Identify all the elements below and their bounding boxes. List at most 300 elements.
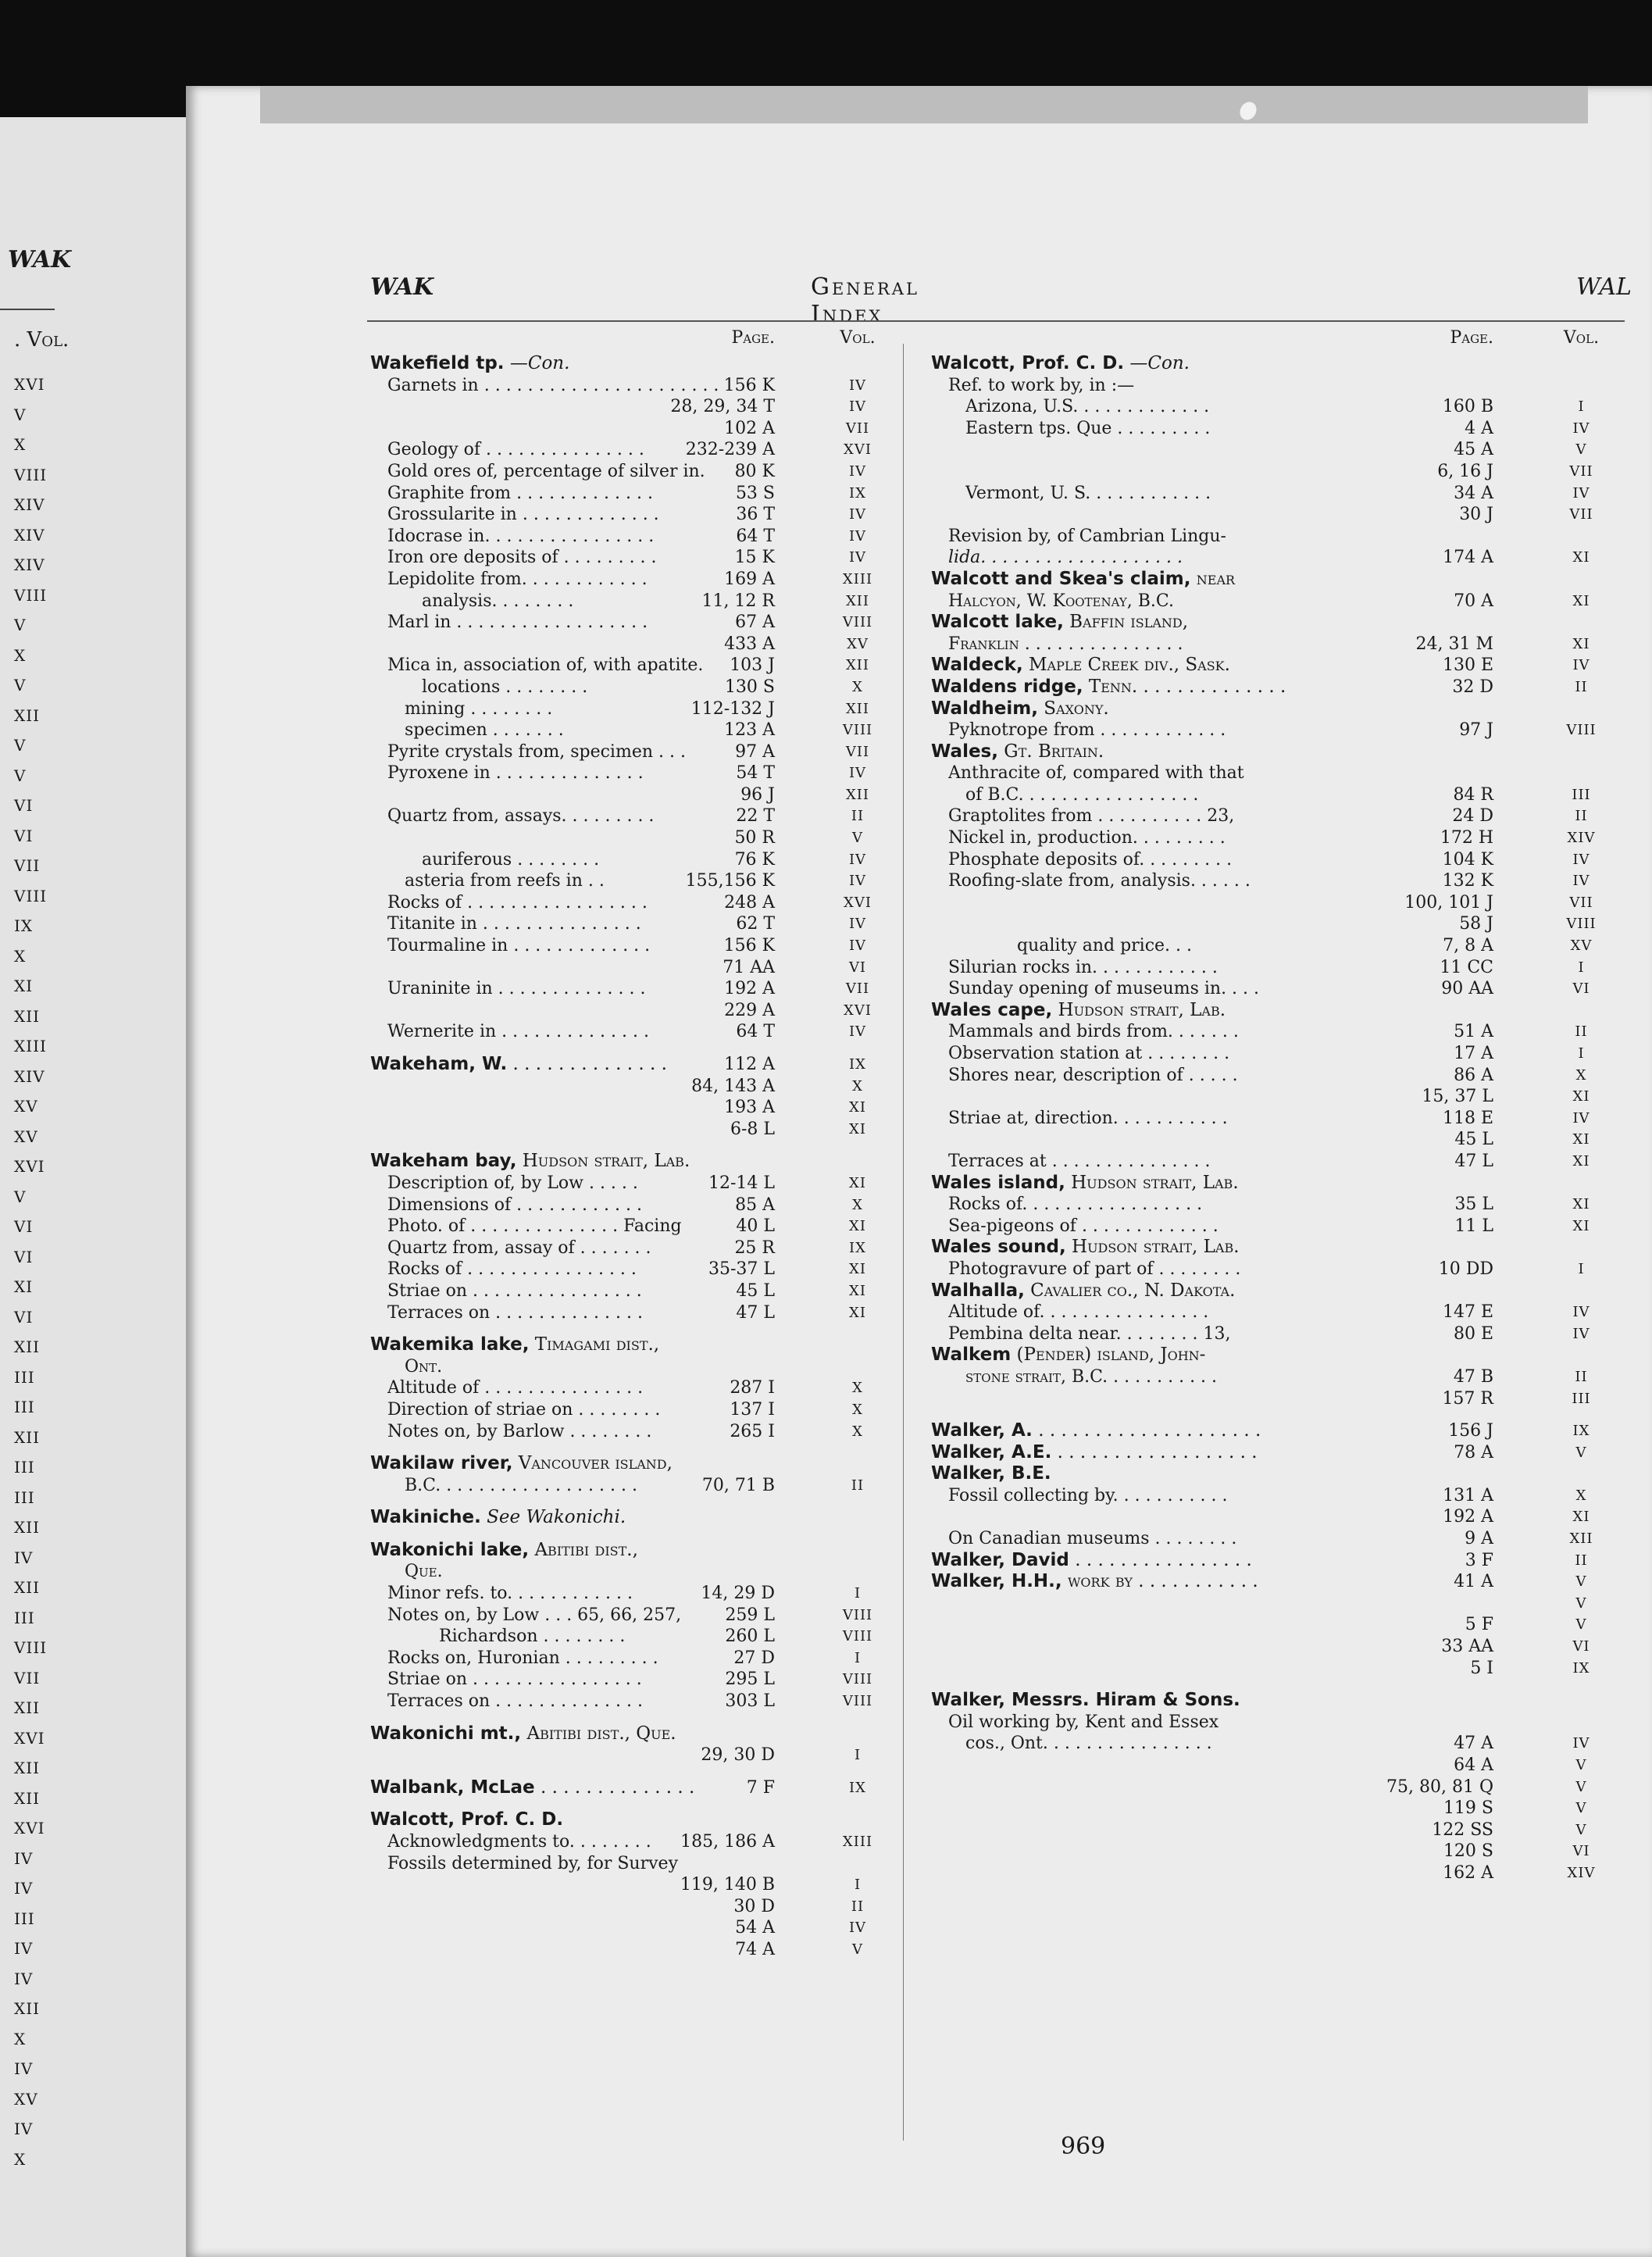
- index-subentry-row: [931, 892, 1622, 914]
- left-page-vol: XII: [14, 1999, 41, 2018]
- entry-heading-term: Wakemika lake,: [370, 1334, 530, 1355]
- index-subentry-row: [370, 634, 892, 655]
- entry-volume: IV: [848, 398, 867, 416]
- entry-page-ref: 54 T: [736, 763, 775, 784]
- entry-text: Ont.: [405, 1356, 443, 1377]
- entry-page-ref: 287 I: [730, 1378, 775, 1398]
- left-page-vol: III: [14, 1458, 35, 1477]
- entry-heading-term: Walkem: [931, 1345, 1012, 1366]
- entry-volume: V: [1575, 1800, 1587, 1817]
- entry-heading-qualifier: . . . . . . . . . . . . . .: [534, 1777, 695, 1798]
- entry-volume: V: [1575, 1757, 1587, 1773]
- index-subentry-row: [370, 1626, 892, 1648]
- entry-text: Grossularite in . . . . . . . . . . . . .: [387, 505, 659, 525]
- entry-volume: XII: [845, 786, 870, 803]
- entry-volume: IV: [1572, 1735, 1590, 1752]
- entry-page-ref: 45 L: [1454, 1130, 1493, 1150]
- index-subentry-row: [370, 805, 892, 827]
- index-subentry-row: [931, 1755, 1622, 1777]
- entry-heading-term: Wakefield tp.: [370, 353, 505, 373]
- left-page-vol: VI: [14, 796, 34, 815]
- entry-text: cos., Ont. . . . . . . . . . . . . . . .: [965, 1734, 1212, 1754]
- index-page: [186, 86, 1652, 2257]
- entry-text: On Canadian museums . . . . . . . .: [948, 1529, 1237, 1549]
- entry-volume: IV: [848, 462, 867, 480]
- entry-volume: V: [1575, 441, 1587, 459]
- index-heading-row: [370, 1809, 892, 1831]
- entry-page-ref: 193 A: [724, 1098, 775, 1118]
- entry-volume: IV: [1572, 657, 1590, 674]
- entry-volume: XV: [1570, 937, 1593, 955]
- entry-volume: X: [1575, 1487, 1587, 1504]
- entry-page-ref: 100, 101 J: [1404, 892, 1493, 912]
- entry-heading: [931, 569, 1532, 591]
- entry-text: Eastern tps. Que . . . . . . . . .: [965, 418, 1211, 438]
- entry-text: Acknowledgments to. . . . . . . .: [387, 1832, 651, 1852]
- entry-volume: V: [852, 830, 863, 847]
- left-page-vol: X: [14, 435, 27, 454]
- index-subentry-row: [931, 1151, 1622, 1173]
- entry-heading-term: Walker, A.: [931, 1420, 1033, 1441]
- entry-page-ref: 102 A: [724, 418, 775, 438]
- entry-heading-term: Walcott and Skea's claim,: [931, 568, 1191, 589]
- entry-page-ref: 118 E: [1442, 1108, 1493, 1128]
- entry-volume: IV: [848, 377, 867, 394]
- left-page-vol: V: [14, 405, 27, 424]
- index-subentry-row: [931, 375, 1622, 397]
- entry-volume: III: [1572, 786, 1591, 803]
- entry-page-ref: 248 A: [724, 892, 775, 912]
- entry-text: Rocks of . . . . . . . . . . . . . . . . .: [387, 892, 648, 912]
- left-page-vol: XIV: [14, 555, 45, 574]
- entry-volume: VIII: [842, 1693, 873, 1710]
- entry-page-ref: 76 K: [734, 849, 775, 870]
- left-page-vol: IV: [14, 1939, 34, 1958]
- left-page-vol: X: [14, 2149, 27, 2169]
- entry-volume: VIII: [1566, 916, 1597, 933]
- index-heading-row: [370, 1507, 892, 1529]
- entry-text: Ref. to work by, in :—: [948, 375, 1135, 395]
- entry-page-ref: 11 L: [1454, 1216, 1493, 1236]
- entry-volume: V: [1575, 1778, 1587, 1795]
- entry-text: auriferous . . . . . . . .: [422, 849, 600, 870]
- index-subentry-row: [370, 569, 892, 591]
- entry-page-ref: 97 A: [735, 741, 775, 762]
- entry-volume: IX: [1572, 1659, 1590, 1677]
- entry-volume: XVI: [844, 1002, 872, 1019]
- entry-page-ref: 84, 143 A: [691, 1076, 775, 1096]
- index-subentry-row: [931, 1485, 1622, 1507]
- entry-page-ref: 157 R: [1442, 1388, 1493, 1409]
- entry-page-ref: 7, 8 A: [1443, 936, 1493, 956]
- entry-page-ref: 51 A: [1454, 1022, 1493, 1042]
- entry-volume: II: [1575, 1023, 1588, 1041]
- index-subentry-row: [370, 913, 892, 935]
- entry-page-ref: 162 A: [1443, 1862, 1493, 1883]
- entry-volume: XV: [847, 635, 869, 652]
- index-subentry-row: [931, 1302, 1622, 1323]
- page-column-label: Page.: [1450, 328, 1493, 348]
- left-page-vol: VI: [14, 826, 34, 845]
- entry-page-ref: 64 A: [1454, 1755, 1493, 1775]
- entry-page-ref: 112 A: [724, 1055, 775, 1074]
- entry-page-ref: 47 B: [1453, 1366, 1493, 1387]
- index-heading-row: [370, 1540, 892, 1562]
- index-heading-row: [931, 1173, 1622, 1195]
- entry-heading: [931, 1345, 1532, 1366]
- index-subentry-row: [931, 720, 1622, 741]
- entry-page-ref: 70 A: [1454, 591, 1493, 611]
- header-left-guide: WAK: [370, 273, 434, 301]
- entry-text: Wernerite in . . . . . . . . . . . . . .: [387, 1022, 649, 1042]
- left-page-vol: IV: [14, 1969, 34, 1988]
- entry-text: Fossils determined by, for Survey: [387, 1853, 678, 1873]
- left-page-vol-label: . Vol.: [14, 328, 70, 352]
- entry-volume: XI: [849, 1174, 866, 1191]
- index-subentry-row: [370, 1669, 892, 1691]
- entry-page-ref: 433 A: [724, 634, 775, 654]
- index-subentry-row: [370, 1377, 892, 1399]
- index-heading-row: [931, 1463, 1622, 1485]
- entry-volume: II: [1575, 678, 1588, 695]
- entry-volume: IV: [1572, 851, 1590, 868]
- index-subentry-row: [931, 1733, 1622, 1755]
- entry-heading-term: Wales,: [931, 741, 998, 762]
- entry-page-ref: 84 R: [1453, 784, 1493, 805]
- entry-page-ref: 17 A: [1454, 1044, 1493, 1063]
- entry-volume: IV: [1572, 873, 1590, 890]
- index-heading-row: [370, 1054, 892, 1076]
- entry-volume: IV: [848, 549, 867, 566]
- entry-volume: IV: [848, 1023, 867, 1041]
- entry-text: Sea-pigeons of . . . . . . . . . . . . .: [948, 1216, 1218, 1236]
- entry-volume: IV: [1572, 1304, 1590, 1321]
- entry-heading-qualifier: Hudson strait, Lab.: [1052, 999, 1226, 1020]
- index-subentry-row: [931, 978, 1622, 1000]
- entry-heading-term: Walker, Messrs. Hiram & Sons.: [931, 1690, 1240, 1711]
- entry-heading-qualifier: . . . . . . . . . . . . . . . . . . . .: [1032, 1420, 1261, 1441]
- entry-page-ref: 185, 186 A: [680, 1832, 775, 1852]
- index-subentry-row: [931, 1259, 1622, 1280]
- entry-text: Uraninite in . . . . . . . . . . . . . .: [387, 979, 646, 999]
- entry-text: Notes on, by Low . . . 65, 66, 257,: [387, 1605, 682, 1625]
- index-subentry-row: [370, 1853, 892, 1875]
- entry-volume: IV: [848, 851, 867, 868]
- left-page-vol: VIII: [14, 465, 48, 484]
- entry-volume: I: [854, 1747, 862, 1764]
- index-subentry-row: [370, 935, 892, 957]
- entry-text: Striae on . . . . . . . . . . . . . . . .: [387, 1670, 642, 1690]
- entry-text: Terraces on . . . . . . . . . . . . . .: [387, 1691, 643, 1712]
- index-subentry-row: [370, 1216, 892, 1237]
- entry-text: Arizona, U.S. . . . . . . . . . . . .: [965, 397, 1210, 417]
- entry-text: Richardson . . . . . . . .: [439, 1627, 626, 1647]
- entry-volume: XVI: [844, 894, 872, 911]
- entry-text: Oil working by, Kent and Essex: [948, 1712, 1219, 1732]
- left-page-vol: V: [14, 736, 27, 755]
- entry-text: Roofing-slate from, analysis. . . . . .: [948, 871, 1251, 891]
- index-subentry-row: [931, 1065, 1622, 1087]
- entry-text: Anthracite of, compared with that: [948, 763, 1244, 784]
- entry-volume: II: [851, 1477, 865, 1494]
- index-subentry-row: [370, 698, 892, 720]
- entry-volume: VI: [1572, 1843, 1590, 1860]
- entry-volume: IX: [849, 1779, 866, 1796]
- entry-heading-qualifier: —Con.: [1124, 353, 1190, 373]
- left-page-vol: XV: [14, 1127, 38, 1146]
- entry-heading-term: Waldheim,: [931, 698, 1038, 719]
- entry-volume: VI: [848, 959, 867, 976]
- entry-page-ref: 24 D: [1452, 806, 1493, 827]
- index-subentry-row: [370, 827, 892, 849]
- entry-heading-term: Wakeham bay,: [370, 1151, 517, 1172]
- entry-page-ref: 15, 37 L: [1422, 1087, 1493, 1107]
- entry-page-ref: 137 I: [730, 1399, 775, 1420]
- header-title: General Index: [811, 273, 919, 328]
- entry-page-ref: 155,156 K: [685, 871, 775, 891]
- entry-page-ref: 62 T: [736, 914, 775, 934]
- entry-heading-qualifier: Maple Creek div., Sask.: [1022, 655, 1230, 676]
- index-subentry-row: [931, 762, 1622, 784]
- entry-page-ref: 7 F: [746, 1777, 775, 1798]
- left-entries: [370, 353, 892, 1961]
- left-page-vol: XII: [14, 1578, 41, 1597]
- entry-volume: VII: [1569, 506, 1593, 523]
- entry-volume: XI: [1572, 592, 1590, 609]
- entry-heading-qualifier: Hudson strait, Lab.: [1065, 1172, 1239, 1193]
- entry-page-ref: 147 E: [1442, 1302, 1493, 1323]
- entry-page-ref: 174 A: [1443, 548, 1493, 568]
- entry-text: Franklin . . . . . . . . . . . . . . .: [948, 634, 1183, 654]
- entry-page-ref: 5 F: [1465, 1615, 1493, 1635]
- entry-volume: VIII: [1566, 722, 1597, 739]
- entry-text: Marl in . . . . . . . . . . . . . . . . . .: [387, 612, 648, 633]
- index-column-left: [370, 328, 892, 1961]
- index-subentry-row: [931, 1506, 1622, 1528]
- index-subentry-row: [931, 913, 1622, 935]
- column-header: [931, 328, 1622, 353]
- entry-page-ref: 47 A: [1454, 1734, 1493, 1754]
- entry-page-ref: 9 A: [1465, 1529, 1493, 1549]
- left-page-vol: III: [14, 1487, 35, 1507]
- left-page-fragment: [0, 117, 205, 2257]
- index-subentry-row: [370, 741, 892, 763]
- entry-page-ref: 33 AA: [1441, 1637, 1493, 1657]
- entry-page-ref: 5 I: [1470, 1658, 1493, 1678]
- entry-heading-term: Walcott, Prof. C. D.: [370, 1809, 564, 1830]
- entry-page-ref: 192 A: [724, 979, 775, 999]
- index-subentry-row: [370, 1583, 892, 1605]
- entry-text: Geology of . . . . . . . . . . . . . . .: [387, 440, 644, 460]
- entry-text: Rocks on, Huronian . . . . . . . . .: [387, 1648, 658, 1668]
- entry-text: asteria from reefs in . .: [405, 871, 605, 891]
- entry-volume: IV: [848, 527, 867, 545]
- entry-heading: [931, 353, 1532, 375]
- entry-heading-term: Wales island,: [931, 1172, 1065, 1193]
- entry-heading-qualifier: Hudson strait, Lab.: [516, 1151, 690, 1172]
- entry-page-ref: 156 K: [723, 936, 775, 956]
- left-page-vol: XVI: [14, 1819, 45, 1837]
- entry-volume: V: [1575, 1595, 1587, 1612]
- entry-page-ref: 64 T: [736, 526, 775, 546]
- entry-heading-term: Wales cape,: [931, 999, 1053, 1020]
- entry-page-ref: 10 DD: [1438, 1259, 1493, 1279]
- left-page-vol: XIII: [14, 1037, 47, 1055]
- entry-volume: XIV: [1567, 830, 1596, 847]
- entry-heading-qualifier: Abitibi dist.,: [529, 1539, 638, 1560]
- entry-text: Rocks of . . . . . . . . . . . . . . . .: [387, 1259, 637, 1280]
- entry-text: Lepidolite from. . . . . . . . . . . .: [387, 569, 648, 589]
- index-subentry-row: [931, 1862, 1622, 1884]
- entry-volume: XII: [845, 592, 870, 609]
- entry-text: locations . . . . . . . .: [422, 677, 588, 697]
- entry-volume: VIII: [842, 1628, 873, 1645]
- index-subentry-row: [931, 1216, 1622, 1237]
- entry-heading: [370, 1334, 808, 1356]
- left-page-vol: VI: [14, 1217, 34, 1236]
- entry-heading-term: Walcott, Prof. C. D.: [931, 353, 1125, 373]
- entry-heading-qualifier: work by . . . . . . . . . . .: [1061, 1571, 1258, 1592]
- entry-volume: XVI: [844, 441, 872, 459]
- entry-heading-qualifier: (Pender) island, John-: [1011, 1345, 1206, 1366]
- index-subentry-row: [931, 935, 1622, 957]
- entry-volume: I: [854, 1877, 862, 1894]
- index-subentry-row: [931, 784, 1622, 806]
- column-divider: [903, 344, 904, 2141]
- index-subentry-row: [931, 1636, 1622, 1658]
- entry-volume: V: [1575, 1573, 1587, 1591]
- entry-volume: IX: [849, 484, 866, 502]
- entry-text: Fossil collecting by. . . . . . . . . . .: [948, 1485, 1228, 1505]
- entry-text: Pyrite crystals from, specimen . . .: [387, 741, 686, 762]
- entry-heading-qualifier: Tenn. . . . . . . . . . . . . .: [1083, 676, 1286, 697]
- left-page-vol: X: [14, 946, 27, 966]
- index-subentry-row: [370, 1356, 892, 1378]
- index-heading-row: [931, 1345, 1622, 1366]
- entry-volume: IV: [848, 937, 867, 955]
- index-subentry-row: [370, 1874, 892, 1896]
- entry-page-ref: 25 R: [734, 1237, 775, 1258]
- index-subentry-row: [370, 1831, 892, 1853]
- entry-page-ref: 74 A: [735, 1939, 775, 1959]
- index-subentry-row: [931, 849, 1622, 871]
- index-heading-row: [370, 1453, 892, 1475]
- entry-page-ref: 30 D: [733, 1896, 775, 1916]
- entry-text: B.C. . . . . . . . . . . . . . . . . . .: [405, 1475, 637, 1495]
- left-page-vol: V: [14, 676, 27, 695]
- entry-volume: XI: [849, 1218, 866, 1235]
- entry-volume: V: [1575, 1821, 1587, 1838]
- entry-volume: VII: [845, 980, 870, 998]
- index-subentry-row: [931, 483, 1622, 505]
- entry-page-ref: 3 F: [1465, 1550, 1493, 1570]
- left-page-vol: XVI: [14, 375, 45, 394]
- entry-page-ref: 86 A: [1454, 1065, 1493, 1085]
- entry-volume: I: [1578, 959, 1585, 976]
- index-subentry-row: [370, 1076, 892, 1098]
- index-subentry-row: [370, 1917, 892, 1939]
- entry-volume: VIII: [842, 614, 873, 631]
- index-subentry-row: [931, 1658, 1622, 1680]
- entry-page-ref: 123 A: [724, 720, 775, 741]
- entry-heading-qualifier: Abitibi dist., Que.: [521, 1723, 676, 1744]
- entry-volume: V: [1575, 1616, 1587, 1634]
- index-subentry-row: [370, 1475, 892, 1497]
- left-page-vol: XII: [14, 1518, 41, 1537]
- index-subentry-row: [370, 978, 892, 1000]
- entry-volume: V: [1575, 1444, 1587, 1461]
- index-heading-row: [931, 655, 1622, 677]
- entry-volume: XI: [849, 1099, 866, 1116]
- entry-text: Mica in, association of, with apatite.: [387, 655, 704, 676]
- left-page-vol: IX: [14, 916, 34, 935]
- entry-heading: [370, 1151, 808, 1173]
- entry-page-ref: 229 A: [724, 1000, 775, 1020]
- entry-heading-term: Wakonichi mt.,: [370, 1723, 522, 1744]
- entry-text: stone strait, B.C. . . . . . . . . . .: [965, 1366, 1218, 1387]
- entry-volume: VII: [1569, 894, 1593, 911]
- index-subentry-row: [370, 1119, 892, 1141]
- entry-heading-term: Walhalla,: [931, 1280, 1025, 1301]
- index-heading-row: [931, 1442, 1622, 1464]
- index-subentry-row: [931, 957, 1622, 979]
- index-heading-row: [370, 1777, 892, 1799]
- entry-volume: XI: [1572, 1088, 1590, 1105]
- entry-text: Sunday opening of museums in. . . .: [948, 979, 1260, 999]
- entry-heading: [370, 1540, 808, 1562]
- index-subentry-row: [370, 1237, 892, 1259]
- index-subentry-row: [370, 1280, 892, 1302]
- entry-volume: IV: [1572, 484, 1590, 502]
- entry-volume: II: [1575, 808, 1588, 825]
- entry-volume: XI: [1572, 1131, 1590, 1148]
- left-page-vol: V: [14, 616, 27, 634]
- entry-page-ref: 172 H: [1440, 828, 1493, 848]
- entry-heading-qualifier: Gt. Britain.: [997, 741, 1104, 762]
- index-subentry-row: [931, 1593, 1622, 1615]
- index-subentry-row: [370, 1302, 892, 1324]
- entry-page-ref: 160 B: [1442, 397, 1493, 417]
- entry-volume: V: [852, 1941, 863, 1958]
- left-page-vol: XII: [14, 705, 41, 725]
- index-subentry-row: [370, 439, 892, 461]
- entry-volume: II: [1575, 1368, 1588, 1385]
- index-subentry-row: [931, 1388, 1622, 1410]
- entry-volume: XII: [845, 700, 870, 717]
- index-heading-row: [931, 353, 1622, 375]
- left-page-vol: VIII: [14, 886, 48, 905]
- entry-volume: XI: [849, 1282, 866, 1299]
- entry-text: Altitude of. . . . . . . . . . . . . . . .: [948, 1302, 1209, 1323]
- left-page-vol: XI: [14, 1277, 34, 1296]
- entry-page-ref: 24, 31 M: [1415, 634, 1493, 654]
- entry-volume: I: [1578, 1260, 1585, 1277]
- index-subentry-row: [931, 1043, 1622, 1065]
- entry-page-ref: 32 D: [1452, 677, 1493, 697]
- entry-page-ref: 96 J: [740, 784, 775, 805]
- entry-page-ref: 34 A: [1454, 483, 1493, 503]
- entry-text: Iron ore deposits of . . . . . . . . .: [387, 548, 657, 568]
- entry-page-ref: 265 I: [730, 1421, 775, 1441]
- entry-text: Pyroxene in . . . . . . . . . . . . . .: [387, 763, 644, 784]
- index-subentry-row: [931, 526, 1622, 548]
- entry-page-ref: 132 K: [1442, 871, 1493, 891]
- index-subentry-row: [931, 1777, 1622, 1798]
- index-subentry-row: [370, 655, 892, 677]
- index-subentry-row: [370, 375, 892, 397]
- header-right-guide: WAL: [1576, 273, 1632, 301]
- entry-page-ref: 130 E: [1442, 655, 1493, 676]
